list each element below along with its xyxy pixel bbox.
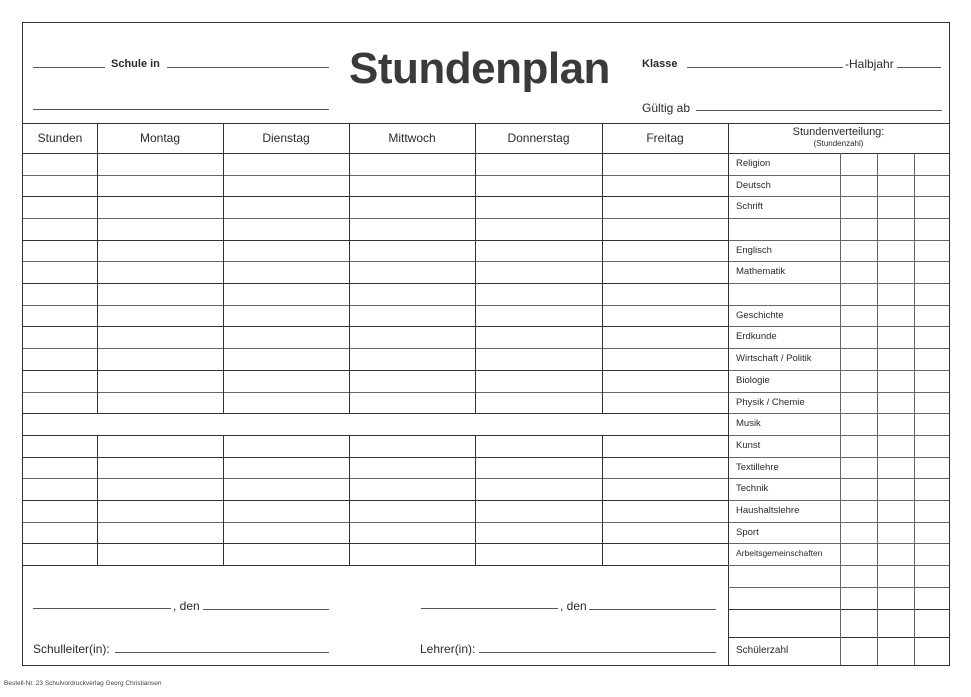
pupil-count-label: Schülerzahl [736, 645, 789, 656]
distribution-row-line [728, 522, 949, 523]
grid-row-line [23, 175, 728, 176]
distribution-row-line [728, 370, 949, 371]
grid-column-line [475, 123, 476, 413]
grid-row-line [23, 240, 728, 241]
grid-row-line [23, 500, 728, 501]
distribution-row-line [728, 305, 949, 306]
distribution-title: Stundenverteilung: [792, 126, 885, 138]
distribution-column-line [914, 565, 915, 665]
distribution-row-line [728, 457, 949, 458]
distribution-row-line [728, 283, 949, 284]
timetable-grid [23, 123, 949, 565]
class-line[interactable] [687, 67, 843, 68]
grid-column-line [602, 435, 603, 565]
distribution-row-line [728, 261, 949, 262]
school-name-line[interactable] [167, 67, 329, 68]
school-second-line[interactable] [33, 109, 329, 110]
distribution-row-line [728, 348, 949, 349]
distribution-row-line [728, 326, 949, 327]
distribution-row-line [728, 435, 949, 436]
valid-from-line[interactable] [696, 110, 942, 111]
distribution-column-line [840, 153, 841, 565]
grid-row-line [23, 565, 728, 566]
timetable-form [22, 22, 950, 666]
date-line-right[interactable] [589, 609, 716, 610]
distribution-row-line [728, 240, 949, 241]
class-label: Klasse [642, 58, 678, 70]
distribution-row-line [728, 543, 949, 544]
place-line-left[interactable] [33, 608, 171, 609]
distribution-row-line [728, 565, 949, 566]
subject-label: Technik [736, 483, 769, 495]
distribution-row-line [728, 413, 949, 414]
grid-row-line [23, 196, 728, 197]
subject-label: Arbeitsgemeinschaften [736, 548, 823, 559]
grid-row-line [23, 392, 728, 393]
subject-label: Schrift [736, 201, 763, 213]
distribution-row-line [728, 196, 949, 197]
distribution-subtitle: (Stundenzahl) [813, 139, 864, 148]
school-prefix-line[interactable] [33, 67, 105, 68]
hours-header: Stunden [37, 131, 83, 145]
grid-row-line [23, 326, 728, 327]
distribution-row-line [728, 175, 949, 176]
subject-label: Mathematik [736, 266, 786, 278]
grid-column-line [349, 435, 350, 565]
subject-label: Englisch [736, 244, 772, 256]
grid-row-line [23, 413, 728, 414]
distribution-heading [728, 126, 949, 148]
distribution-column-line [840, 565, 841, 665]
semester-line[interactable] [897, 67, 941, 68]
grid-row-line [23, 478, 728, 479]
day-header-monday: Montag [139, 131, 181, 145]
subject-label: Sport [736, 526, 759, 538]
school-label: Schule in [111, 58, 160, 70]
principal-label: Schulleiter(in): [33, 642, 110, 656]
distribution-row-line [728, 637, 949, 638]
subject-label: Musik [736, 418, 761, 430]
footer-imprint: Bestell-Nr. 23 Schulvordruckverlag Georg Christiansen [4, 680, 162, 687]
distribution-row-line [728, 218, 949, 219]
distribution-cells[interactable] [728, 153, 949, 565]
distribution-column-line [914, 153, 915, 565]
distribution-row-line [728, 478, 949, 479]
grid-column-line [223, 435, 224, 565]
place-line-right[interactable] [421, 608, 558, 609]
subject-label: Geschichte [736, 309, 784, 321]
grid-row-line [23, 305, 728, 306]
subject-label: Kunst [736, 439, 761, 451]
teacher-label: Lehrer(in): [420, 642, 476, 656]
day-header-thursday: Donnerstag [507, 131, 570, 145]
date-line-left[interactable] [203, 609, 329, 610]
day-header-friday: Freitag [646, 131, 684, 145]
distribution-column-line [877, 153, 878, 565]
day-header-wednesday: Mittwoch [388, 131, 436, 145]
subject-label: Erdkunde [736, 331, 777, 343]
day-cells[interactable] [23, 153, 728, 565]
den-label-left: , den [173, 599, 200, 613]
grid-column-line [97, 435, 98, 565]
principal-signature-line[interactable] [115, 652, 329, 653]
subject-label: Wirtschaft / Politik [736, 353, 812, 365]
distribution-row-line [728, 392, 949, 393]
semester-label: -Halbjahr [845, 57, 894, 71]
distribution-row-line [728, 609, 949, 610]
grid-row-line [23, 283, 728, 284]
grid-row-line [23, 435, 728, 436]
grid-row-line [23, 457, 728, 458]
day-header-tuesday: Dienstag [262, 131, 310, 145]
subject-label: Haushaltslehre [736, 504, 800, 516]
teacher-signature-line[interactable] [479, 652, 716, 653]
distribution-bottom[interactable] [728, 565, 949, 665]
grid-row-line [23, 543, 728, 544]
grid-column-line [349, 123, 350, 413]
subject-label: Deutsch [736, 179, 771, 191]
grid-column-line [97, 123, 98, 413]
distribution-row-line [728, 587, 949, 588]
distribution-column-line [877, 565, 878, 665]
grid-row-line [23, 348, 728, 349]
grid-column-line [602, 123, 603, 413]
valid-from-label: Gültig ab [642, 101, 691, 115]
grid-row-line [23, 370, 728, 371]
den-label-right: , den [560, 599, 587, 613]
distribution-row-line [728, 500, 949, 501]
grid-row-line [23, 218, 728, 219]
grid-column-line [475, 435, 476, 565]
page-title: Stundenplan [349, 44, 610, 93]
subject-label: Religion [736, 158, 771, 169]
grid-column-line [223, 123, 224, 413]
grid-row-line [23, 522, 728, 523]
subject-label: Physik / Chemie [736, 396, 805, 408]
grid-row-line [23, 261, 728, 262]
subject-label: Biologie [736, 374, 770, 386]
subject-label: Textillehre [736, 461, 779, 473]
